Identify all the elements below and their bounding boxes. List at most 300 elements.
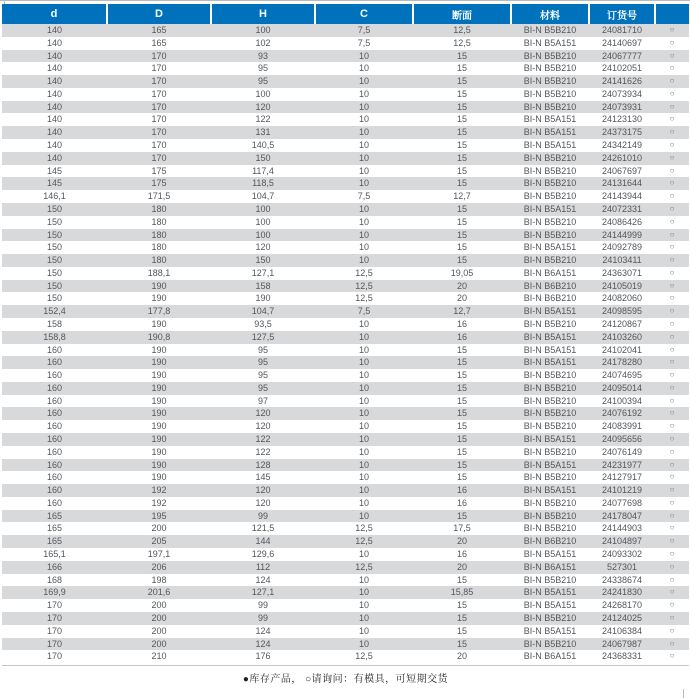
availability-circle-icon: ○ xyxy=(655,535,689,548)
table-row xyxy=(2,113,689,126)
cell: 12,5 xyxy=(315,522,413,535)
availability-circle-icon: ○ xyxy=(655,395,689,408)
availability-circle-icon: ○ xyxy=(655,101,689,114)
column-header-material: 材料 xyxy=(511,4,589,24)
table-row xyxy=(2,254,689,267)
cell: 95 xyxy=(211,356,315,369)
cell: 200 xyxy=(107,522,211,535)
cell: 24095656 xyxy=(589,433,655,446)
cell: 120 xyxy=(211,497,315,510)
cell: 24141626 xyxy=(589,75,655,88)
cell: 160 xyxy=(2,407,107,420)
cell: 24178047 xyxy=(589,510,655,523)
availability-circle-icon: ○ xyxy=(655,497,689,510)
cell: BI-N B5B210 xyxy=(511,75,589,88)
table-row xyxy=(2,625,689,638)
cell: 24073931 xyxy=(589,101,655,114)
cell: 140 xyxy=(2,113,107,126)
table-row xyxy=(2,446,689,459)
availability-circle-icon: ○ xyxy=(655,586,689,599)
cell: 150 xyxy=(211,152,315,165)
availability-circle-icon: ○ xyxy=(655,177,689,190)
availability-circle-icon: ○ xyxy=(655,331,689,344)
table-row xyxy=(2,203,689,216)
availability-circle-icon: ○ xyxy=(655,407,689,420)
table-row xyxy=(2,331,689,344)
cell: 150 xyxy=(211,254,315,267)
cell: BI-N B5A151 xyxy=(511,305,589,318)
cell: 24098595 xyxy=(589,305,655,318)
cell: 122 xyxy=(211,113,315,126)
cell: BI-N B5A151 xyxy=(511,113,589,126)
table-row xyxy=(2,471,689,484)
cell: 165 xyxy=(107,24,211,37)
cell: 15 xyxy=(413,420,511,433)
cell: 122 xyxy=(211,433,315,446)
table-row xyxy=(2,267,689,280)
cell: 170 xyxy=(2,650,107,663)
cell: BI-N B5B210 xyxy=(511,101,589,114)
cell: 15 xyxy=(413,446,511,459)
cell: 15 xyxy=(413,139,511,152)
cell: 24100394 xyxy=(589,395,655,408)
cell: 170 xyxy=(2,625,107,638)
availability-circle-icon: ○ xyxy=(655,459,689,472)
cell: 15 xyxy=(413,75,511,88)
cell: 117,4 xyxy=(211,165,315,178)
table-row xyxy=(2,126,689,139)
table-row xyxy=(2,535,689,548)
cell: 122 xyxy=(211,446,315,459)
cell: 177,8 xyxy=(107,305,211,318)
cell: 201,6 xyxy=(107,586,211,599)
column-header-D: D xyxy=(107,4,211,24)
cell: 15 xyxy=(413,101,511,114)
cell: 12,7 xyxy=(413,190,511,203)
table-row xyxy=(2,24,689,37)
cell: BI-N B6A151 xyxy=(511,650,589,663)
cell: 10 xyxy=(315,369,413,382)
cell: 15 xyxy=(413,599,511,612)
cell: 15 xyxy=(413,113,511,126)
cell: 180 xyxy=(107,229,211,242)
availability-circle-icon: ○ xyxy=(655,62,689,75)
availability-circle-icon: ○ xyxy=(655,139,689,152)
table-row xyxy=(2,152,689,165)
cell: BI-N B6B210 xyxy=(511,292,589,305)
cell: BI-N B5B210 xyxy=(511,407,589,420)
cell: 104,7 xyxy=(211,305,315,318)
cell: 15 xyxy=(413,382,511,395)
table-row xyxy=(2,420,689,433)
cell: BI-N B5B210 xyxy=(511,165,589,178)
cell: 120 xyxy=(211,484,315,497)
cell: 95 xyxy=(211,344,315,357)
table-body xyxy=(2,24,689,663)
cell: BI-N B5B210 xyxy=(511,190,589,203)
cell: 170 xyxy=(2,638,107,651)
cell: 97 xyxy=(211,395,315,408)
cell: 24127917 xyxy=(589,471,655,484)
table-row xyxy=(2,510,689,523)
cell: 170 xyxy=(107,126,211,139)
cell: 16 xyxy=(413,497,511,510)
cell: 20 xyxy=(413,650,511,663)
availability-circle-icon: ○ xyxy=(655,113,689,126)
cell: 24140697 xyxy=(589,37,655,50)
table-row xyxy=(2,574,689,587)
availability-circle-icon: ○ xyxy=(655,650,689,663)
table-row xyxy=(2,62,689,75)
availability-circle-icon: ○ xyxy=(655,318,689,331)
cell: 10 xyxy=(315,395,413,408)
cell: 24102041 xyxy=(589,344,655,357)
cell: BI-N B5B210 xyxy=(511,420,589,433)
cell: 24067777 xyxy=(589,50,655,63)
table-row xyxy=(2,165,689,178)
availability-circle-icon: ○ xyxy=(655,420,689,433)
column-header-C: C xyxy=(315,4,413,24)
cell: 192 xyxy=(107,484,211,497)
cell: 24103260 xyxy=(589,331,655,344)
cell: 170 xyxy=(2,599,107,612)
cell: 24120867 xyxy=(589,318,655,331)
availability-circle-icon: ○ xyxy=(655,471,689,484)
cell: BI-N B5B210 xyxy=(511,446,589,459)
cell: 12,5 xyxy=(315,650,413,663)
table-row xyxy=(2,497,689,510)
cell: BI-N B5B210 xyxy=(511,574,589,587)
cell: 170 xyxy=(107,152,211,165)
table-row xyxy=(2,356,689,369)
cell: 10 xyxy=(315,113,413,126)
cell: 10 xyxy=(315,229,413,242)
cell: 10 xyxy=(315,62,413,75)
cell: 205 xyxy=(107,535,211,548)
cell: 20 xyxy=(413,561,511,574)
cell: BI-N B5B210 xyxy=(511,612,589,625)
cell: 140 xyxy=(2,50,107,63)
cell: 150 xyxy=(2,280,107,293)
cell: 160 xyxy=(2,420,107,433)
cell: 15 xyxy=(413,369,511,382)
cell: 160 xyxy=(2,446,107,459)
cell: BI-N B5A151 xyxy=(511,625,589,638)
page-crop-mark-bottom xyxy=(683,689,684,698)
cell: 190 xyxy=(107,318,211,331)
availability-circle-icon: ○ xyxy=(655,446,689,459)
cell: 104,7 xyxy=(211,190,315,203)
cell: 180 xyxy=(107,216,211,229)
cell: BI-N B5B210 xyxy=(511,24,589,37)
cell: 150 xyxy=(2,292,107,305)
cell: 180 xyxy=(107,203,211,216)
cell: 15 xyxy=(413,625,511,638)
cell: 95 xyxy=(211,75,315,88)
availability-circle-icon: ○ xyxy=(655,382,689,395)
cell: BI-N B5B210 xyxy=(511,216,589,229)
cell: 10 xyxy=(315,344,413,357)
cell: 7,5 xyxy=(315,24,413,37)
availability-circle-icon: ○ xyxy=(655,612,689,625)
cell: 24373175 xyxy=(589,126,655,139)
availability-circle-icon: ○ xyxy=(655,152,689,165)
availability-circle-icon: ○ xyxy=(655,37,689,50)
table-row xyxy=(2,241,689,254)
availability-circle-icon: ○ xyxy=(655,561,689,574)
availability-circle-icon: ○ xyxy=(655,625,689,638)
cell: 24073934 xyxy=(589,88,655,101)
cell: 24103411 xyxy=(589,254,655,267)
cell: 10 xyxy=(315,420,413,433)
cell: 17,5 xyxy=(413,522,511,535)
cell: 24086426 xyxy=(589,216,655,229)
cell: 24368331 xyxy=(589,650,655,663)
page-top-rule xyxy=(0,0,690,1)
cell: 166 xyxy=(2,561,107,574)
cell: 150 xyxy=(2,216,107,229)
cell: 152,4 xyxy=(2,305,107,318)
cell: 190 xyxy=(107,407,211,420)
cell: BI-N B5A151 xyxy=(511,548,589,561)
cell: 19,05 xyxy=(413,267,511,280)
cell: 171,5 xyxy=(107,190,211,203)
cell: 190 xyxy=(107,420,211,433)
cell: 12,5 xyxy=(315,267,413,280)
cell: 12,5 xyxy=(315,535,413,548)
cell: 188,1 xyxy=(107,267,211,280)
cell: BI-N B6B210 xyxy=(511,280,589,293)
cell: 140 xyxy=(2,101,107,114)
cell: 158 xyxy=(211,280,315,293)
cell: 10 xyxy=(315,88,413,101)
table-row xyxy=(2,395,689,408)
table-row xyxy=(2,177,689,190)
cell: 190 xyxy=(107,433,211,446)
cell: 160 xyxy=(2,369,107,382)
availability-circle-icon: ○ xyxy=(655,522,689,535)
cell: 170 xyxy=(107,101,211,114)
cell: 15 xyxy=(413,395,511,408)
cell: 200 xyxy=(107,612,211,625)
cell: 24104897 xyxy=(589,535,655,548)
cell: 140 xyxy=(2,139,107,152)
cell: 160 xyxy=(2,459,107,472)
cell: BI-N B5A151 xyxy=(511,586,589,599)
table-row xyxy=(2,88,689,101)
cell: 160 xyxy=(2,497,107,510)
availability-circle-icon: ○ xyxy=(655,165,689,178)
cell: 169,9 xyxy=(2,586,107,599)
cell: 10 xyxy=(315,382,413,395)
cell: 127,1 xyxy=(211,267,315,280)
cell: 15 xyxy=(413,574,511,587)
cell: BI-N B5A151 xyxy=(511,139,589,152)
cell: 24124025 xyxy=(589,612,655,625)
cell: 190 xyxy=(107,292,211,305)
cell: 24338674 xyxy=(589,574,655,587)
cell: 190 xyxy=(107,356,211,369)
cell: 15 xyxy=(413,356,511,369)
cell: 160 xyxy=(2,471,107,484)
cell: 145 xyxy=(2,165,107,178)
cell: 12,5 xyxy=(315,561,413,574)
cell: 24268170 xyxy=(589,599,655,612)
cell: 140 xyxy=(2,37,107,50)
table-header xyxy=(2,4,689,24)
availability-circle-icon: ○ xyxy=(655,216,689,229)
header-row xyxy=(2,4,689,24)
cell: 15 xyxy=(413,254,511,267)
cell: 112 xyxy=(211,561,315,574)
cell: 15 xyxy=(413,407,511,420)
cell: 99 xyxy=(211,599,315,612)
cell: 145 xyxy=(211,471,315,484)
cell: 7,5 xyxy=(315,190,413,203)
cell: BI-N B5B210 xyxy=(511,395,589,408)
cell: 160 xyxy=(2,356,107,369)
cell: BI-N B5B210 xyxy=(511,177,589,190)
cell: 120 xyxy=(211,420,315,433)
cell: 165 xyxy=(2,535,107,548)
cell: 10 xyxy=(315,638,413,651)
cell: 150 xyxy=(2,254,107,267)
cell: 10 xyxy=(315,471,413,484)
table-row xyxy=(2,522,689,535)
cell: 10 xyxy=(315,625,413,638)
cell: 24067697 xyxy=(589,165,655,178)
cell: 10 xyxy=(315,510,413,523)
cell: 12,5 xyxy=(413,37,511,50)
cell: 15 xyxy=(413,152,511,165)
cell: 175 xyxy=(107,177,211,190)
cell: 20 xyxy=(413,280,511,293)
cell: 16 xyxy=(413,331,511,344)
cell: 144 xyxy=(211,535,315,548)
availability-circle-icon: ○ xyxy=(655,280,689,293)
cell: BI-N B5A151 xyxy=(511,241,589,254)
cell: BI-N B5A151 xyxy=(511,203,589,216)
cell: 140 xyxy=(2,75,107,88)
cell: 121,5 xyxy=(211,522,315,535)
table-row xyxy=(2,50,689,63)
table-row xyxy=(2,650,689,663)
cell: 15,85 xyxy=(413,586,511,599)
table-row xyxy=(2,101,689,114)
cell: 10 xyxy=(315,497,413,510)
cell: 195 xyxy=(107,510,211,523)
cell: 95 xyxy=(211,382,315,395)
table-row xyxy=(2,190,689,203)
cell: 120 xyxy=(211,407,315,420)
cell: 198 xyxy=(107,574,211,587)
cell: 158 xyxy=(2,318,107,331)
cell: 150 xyxy=(2,229,107,242)
cell: 190 xyxy=(211,292,315,305)
cell: 175 xyxy=(107,165,211,178)
cell: BI-N B5B210 xyxy=(511,369,589,382)
cell: 10 xyxy=(315,612,413,625)
cell: 16 xyxy=(413,318,511,331)
cell: 200 xyxy=(107,625,211,638)
cell: 10 xyxy=(315,459,413,472)
cell: 190,8 xyxy=(107,331,211,344)
cell: 24131644 xyxy=(589,177,655,190)
cell: 24261010 xyxy=(589,152,655,165)
cell: 102 xyxy=(211,37,315,50)
cell: 24231977 xyxy=(589,459,655,472)
cell: 12,5 xyxy=(315,280,413,293)
cell: 7,5 xyxy=(315,305,413,318)
cell: 129,6 xyxy=(211,548,315,561)
table-row xyxy=(2,459,689,472)
cell: 140 xyxy=(2,24,107,37)
cell: 93 xyxy=(211,50,315,63)
table-row xyxy=(2,407,689,420)
cell: 10 xyxy=(315,50,413,63)
cell: BI-N B5B210 xyxy=(511,152,589,165)
table-row xyxy=(2,229,689,242)
cell: 127,1 xyxy=(211,586,315,599)
table-row xyxy=(2,344,689,357)
cell: 24082060 xyxy=(589,292,655,305)
cell: BI-N B5B210 xyxy=(511,522,589,535)
availability-legend: ●库存产品， ○请询问：有模具，可短期交货 xyxy=(2,665,689,685)
cell: 146,1 xyxy=(2,190,107,203)
cell: 10 xyxy=(315,433,413,446)
cell: 131 xyxy=(211,126,315,139)
cell: 210 xyxy=(107,650,211,663)
availability-circle-icon: ○ xyxy=(655,190,689,203)
cell: 192 xyxy=(107,497,211,510)
cell: BI-N B5A151 xyxy=(511,344,589,357)
cell: 15 xyxy=(413,165,511,178)
column-header-order-number: 订货号 xyxy=(589,4,655,24)
cell: 15 xyxy=(413,88,511,101)
availability-circle-icon: ○ xyxy=(655,599,689,612)
availability-circle-icon: ○ xyxy=(655,484,689,497)
cell: 24076192 xyxy=(589,407,655,420)
availability-circle-icon: ○ xyxy=(655,229,689,242)
cell: BI-N B5B210 xyxy=(511,638,589,651)
cell: BI-N B5B210 xyxy=(511,50,589,63)
cell: BI-N B5B210 xyxy=(511,497,589,510)
availability-circle-icon: ○ xyxy=(655,638,689,651)
cell: 200 xyxy=(107,638,211,651)
cell: 10 xyxy=(315,216,413,229)
cell: 24106384 xyxy=(589,625,655,638)
cell: 140 xyxy=(2,88,107,101)
cell: 24077698 xyxy=(589,497,655,510)
cell: 15 xyxy=(413,433,511,446)
cell: 24144903 xyxy=(589,522,655,535)
cell: 170 xyxy=(107,50,211,63)
cell: 10 xyxy=(315,165,413,178)
cell: BI-N B5A151 xyxy=(511,37,589,50)
availability-circle-icon: ○ xyxy=(655,292,689,305)
cell: 190 xyxy=(107,344,211,357)
cell: 24363071 xyxy=(589,267,655,280)
availability-circle-icon: ○ xyxy=(655,574,689,587)
cell: 140,5 xyxy=(211,139,315,152)
cell: 24067987 xyxy=(589,638,655,651)
cell: 12,5 xyxy=(315,292,413,305)
cell: 10 xyxy=(315,446,413,459)
table-row xyxy=(2,37,689,50)
cell: BI-N B5B210 xyxy=(511,382,589,395)
cell: 124 xyxy=(211,638,315,651)
cell: 24072331 xyxy=(589,203,655,216)
